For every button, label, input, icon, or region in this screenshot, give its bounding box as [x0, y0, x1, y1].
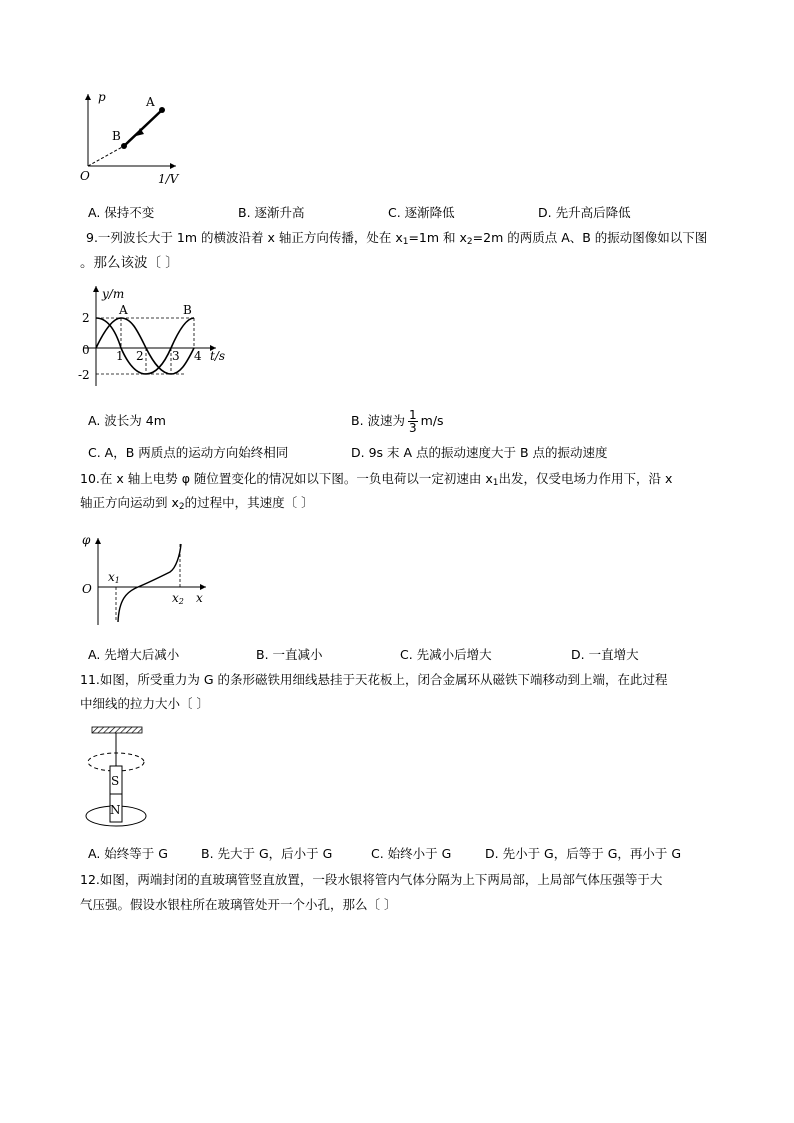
q10-option-c[interactable]: C. 先减小后增大 [400, 647, 492, 662]
vibration-graph-figure [76, 282, 236, 392]
phi-label-x1: x1 [108, 570, 120, 585]
q10-option-d[interactable]: D. 一直增大 [571, 647, 639, 662]
q11-option-d[interactable]: D. 先小于 G，后等于 G，再小于 G [485, 846, 682, 861]
pv-dashed-extension [88, 146, 124, 166]
q9-option-b-label: B. 波速为 [351, 413, 406, 428]
phi-label-origin: O [82, 582, 92, 596]
q9-option-a[interactable]: A. 波长为 4m [88, 413, 166, 428]
q12-stem-line1: 12.如图，两端封闭的直玻璃管竖直放置，一段水银将管内气体分隔为上下两局部，上局部气体压强等于大 [80, 872, 663, 887]
wave-tick-t1: 1 [116, 349, 124, 363]
q10-stem-line2: 轴正方向运动到 $x_2$的过程中，其速度〔 〕 [80, 495, 314, 512]
q9-option-d[interactable]: D. 9s 末 A 点的振动速度大于 B 点的振动速度 [351, 445, 608, 460]
q9-option-c[interactable]: C. A，B 两质点的运动方向始终相同 [88, 445, 289, 460]
wave-tick-ym2: -2 [78, 368, 90, 382]
phi-xlabel: x [196, 591, 203, 605]
q8-option-c[interactable]: C. 逐渐降低 [388, 205, 455, 220]
q11-stem-line1: 11.如图，所受重力为 G 的条形磁铁用细线悬挂于天花板上，闭合金属环从磁铁下端移动到上端，在此过程 [80, 672, 668, 687]
q8-option-b[interactable]: B. 逐渐升高 [238, 205, 305, 220]
q11-option-a[interactable]: A. 始终等于 G [88, 846, 168, 861]
wave-xlabel: t/s [210, 349, 226, 363]
phi-label-x2: x2 [172, 591, 184, 606]
wave-label-b: B [183, 303, 192, 317]
magnet-figure [80, 722, 160, 834]
pv-label-p: p [98, 90, 106, 104]
q10-stem-line1: 10.在 x 轴上电势 φ 随位置变化的情况如以下图。一负电荷以一定初速由 $x_1$出发，仅受电场力作用下，沿 x [80, 471, 673, 488]
wave-tick-t3: 3 [172, 349, 180, 363]
wave-ylabel: y/m [102, 287, 125, 301]
pv-point-a [159, 107, 165, 113]
q9-fraction: $\frac{1}{3}$ [409, 408, 417, 435]
q10-option-a[interactable]: A. 先增大后减小 [88, 647, 180, 662]
pv-label-origin: O [80, 169, 90, 183]
q8-option-a[interactable]: A. 保持不变 [88, 205, 155, 220]
wave-label-a: A [119, 303, 128, 317]
wave-tick-y0: 0 [82, 343, 90, 357]
pv-point-b [121, 143, 127, 149]
q9-stem-line2: 。那么该波〔 〕 [80, 255, 179, 271]
wave-tick-t2: 2 [136, 349, 144, 363]
pv-label-x: 1/V [158, 172, 179, 186]
wave-tick-t4: 4 [194, 349, 202, 363]
q12-stem-line2: 气压强。假设水银柱所在玻璃管处开一个小孔，那么〔 〕 [80, 897, 397, 912]
pv-graph-figure [72, 88, 192, 188]
pv-label-a: A [146, 95, 155, 109]
magnet-pole-n: N [110, 803, 121, 817]
pv-process-line [124, 110, 162, 146]
wave-tick-y2: 2 [82, 311, 90, 325]
q9-stem-line1: 9.一列波长大于 1m 的横波沿着 x 轴正方向传播，处在 $x_1=1m$ 和 $x_2=2m$ 的两质点 A、B 的振动图像如以下图 [86, 230, 708, 247]
q9-option-b[interactable] [351, 404, 444, 438]
q11-option-c[interactable]: C. 始终小于 G [371, 846, 452, 861]
magnet-pole-s: S [111, 774, 120, 788]
potential-graph-figure [76, 530, 216, 630]
phi-curve [118, 544, 181, 622]
q11-stem-line2: 中细线的拉力大小〔 〕 [80, 696, 209, 711]
ceiling [92, 727, 142, 733]
q8-option-d[interactable]: D. 先升高后降低 [538, 205, 631, 220]
q11-option-b[interactable]: B. 先大于 G，后小于 G [201, 846, 333, 861]
pv-label-b: B [112, 129, 121, 143]
q10-option-b[interactable]: B. 一直减小 [256, 647, 323, 662]
phi-ylabel: φ [82, 533, 91, 547]
q9-option-b-unit: m/s [420, 413, 444, 428]
